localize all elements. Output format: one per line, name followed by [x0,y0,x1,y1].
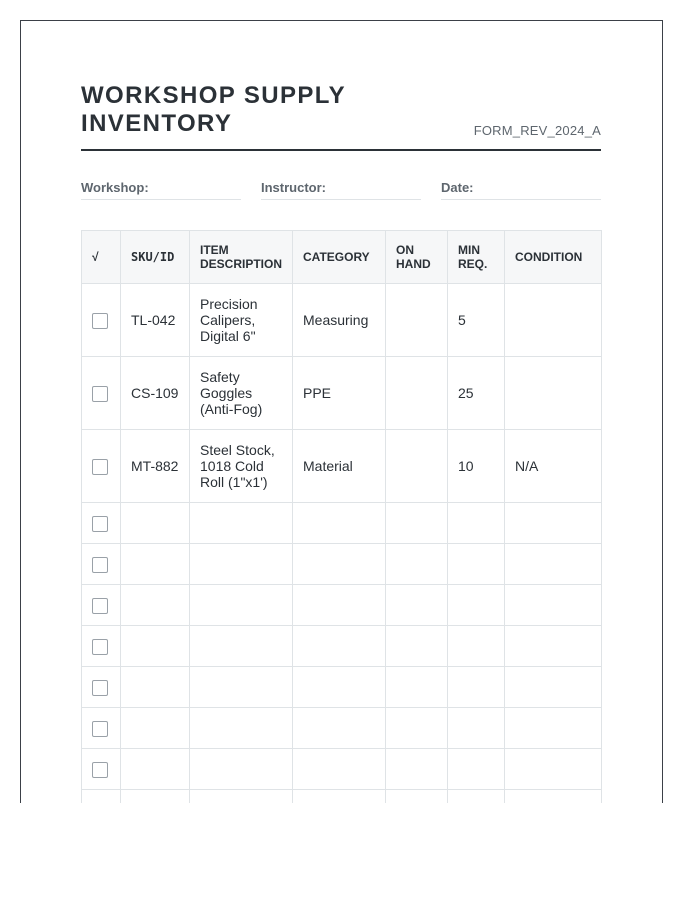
on-hand-cell[interactable] [386,284,448,357]
row-checkbox[interactable] [92,762,108,778]
empty-cell[interactable] [505,503,602,544]
row-check-cell [82,585,121,626]
min-req-cell: 25 [448,357,505,430]
header-condition: CONDITION [505,231,602,284]
instructor-field[interactable] [261,179,421,200]
empty-cell[interactable] [293,667,386,708]
table-row [82,284,602,357]
empty-cell[interactable] [293,503,386,544]
empty-cell[interactable] [505,790,602,804]
empty-cell[interactable] [121,790,190,804]
row-check-cell [82,503,121,544]
condition-cell[interactable]: N/A [505,430,602,503]
empty-cell[interactable] [448,544,505,585]
date-field[interactable] [441,179,601,200]
empty-cell[interactable] [386,585,448,626]
workshop-field[interactable] [81,179,241,200]
title-line-1: WORKSHOP SUPPLY [81,82,347,109]
instructor-field-label: Instructor: [261,180,326,195]
row-check-cell [82,430,121,503]
sku-cell: MT-882 [121,430,190,503]
form-fields [81,179,601,201]
empty-cell[interactable] [121,544,190,585]
date-field-label: Date: [441,180,474,195]
on-hand-cell[interactable] [386,430,448,503]
empty-cell[interactable] [448,790,505,804]
sku-cell: CS-109 [121,357,190,430]
description-cell: Safety Goggles (Anti-Fog) [190,357,293,430]
row-check-cell [82,284,121,357]
title-line-2: INVENTORY [81,110,233,137]
row-checkbox[interactable] [92,386,108,402]
empty-cell[interactable] [386,708,448,749]
condition-cell[interactable] [505,357,602,430]
empty-cell[interactable] [190,503,293,544]
category-cell: PPE [293,357,386,430]
empty-cell[interactable] [448,626,505,667]
empty-cell[interactable] [190,749,293,790]
empty-cell[interactable] [190,708,293,749]
empty-table-row [82,667,602,708]
empty-cell[interactable] [293,544,386,585]
empty-cell[interactable] [505,749,602,790]
empty-cell[interactable] [505,626,602,667]
row-checkbox[interactable] [92,639,108,655]
empty-cell[interactable] [121,749,190,790]
empty-cell[interactable] [121,708,190,749]
row-checkbox[interactable] [92,459,108,475]
empty-cell[interactable] [505,708,602,749]
empty-cell[interactable] [448,708,505,749]
page-title [81,82,346,138]
empty-cell[interactable] [386,790,448,804]
empty-cell[interactable] [505,544,602,585]
form-revision-code: FORM_REV_2024_A [473,123,601,138]
header-sku: SKU/ID [121,231,190,284]
empty-cell[interactable] [293,790,386,804]
header-on-hand: ON HAND [386,231,448,284]
empty-table-row [82,585,602,626]
empty-cell[interactable] [293,749,386,790]
empty-cell[interactable] [121,667,190,708]
empty-cell[interactable] [190,544,293,585]
row-check-cell [82,357,121,430]
header-min-req: MIN REQ. [448,231,505,284]
row-checkbox[interactable] [92,680,108,696]
table-row [82,430,602,503]
row-check-cell [82,749,121,790]
category-cell: Material [293,430,386,503]
header-category: CATEGORY [293,231,386,284]
empty-table-row [82,749,602,790]
category-cell: Measuring [293,284,386,357]
empty-table-row [82,708,602,749]
row-check-cell [82,790,121,804]
empty-cell[interactable] [190,790,293,804]
empty-cell[interactable] [293,708,386,749]
empty-cell[interactable] [386,667,448,708]
description-cell: Precision Calipers, Digital 6" [190,284,293,357]
empty-cell[interactable] [293,626,386,667]
description-cell: Steel Stock, 1018 Cold Roll (1"x1') [190,430,293,503]
row-checkbox[interactable] [92,557,108,573]
table-row [82,357,602,430]
inventory-table [81,230,602,803]
empty-cell[interactable] [293,585,386,626]
sku-cell: TL-042 [121,284,190,357]
inventory-form-page [20,20,663,803]
empty-cell[interactable] [386,626,448,667]
empty-table-row [82,790,602,804]
empty-cell[interactable] [190,585,293,626]
row-check-cell [82,626,121,667]
empty-table-row [82,626,602,667]
empty-cell[interactable] [386,544,448,585]
empty-cell[interactable] [505,585,602,626]
empty-cell[interactable] [121,585,190,626]
workshop-field-label: Workshop: [81,180,149,195]
row-check-cell [82,667,121,708]
row-checkbox[interactable] [92,516,108,532]
header-description: ITEM DESCRIPTION [190,231,293,284]
empty-cell[interactable] [121,503,190,544]
row-check-cell [82,708,121,749]
row-checkbox[interactable] [92,598,108,614]
empty-cell[interactable] [190,667,293,708]
empty-table-row [82,544,602,585]
row-checkbox[interactable] [92,313,108,329]
header-check: √ [82,231,121,284]
on-hand-cell[interactable] [386,357,448,430]
empty-cell[interactable] [190,626,293,667]
min-req-cell: 5 [448,284,505,357]
condition-cell[interactable] [505,284,602,357]
row-check-cell [82,544,121,585]
empty-cell[interactable] [448,667,505,708]
empty-cell[interactable] [448,749,505,790]
min-req-cell: 10 [448,430,505,503]
empty-table-row [82,503,602,544]
empty-cell[interactable] [505,667,602,708]
empty-cell[interactable] [121,626,190,667]
table-header-row [82,231,602,284]
row-checkbox[interactable] [92,721,108,737]
form-header [81,81,601,151]
empty-cell[interactable] [386,503,448,544]
empty-cell[interactable] [448,503,505,544]
empty-cell[interactable] [386,749,448,790]
empty-cell[interactable] [448,585,505,626]
